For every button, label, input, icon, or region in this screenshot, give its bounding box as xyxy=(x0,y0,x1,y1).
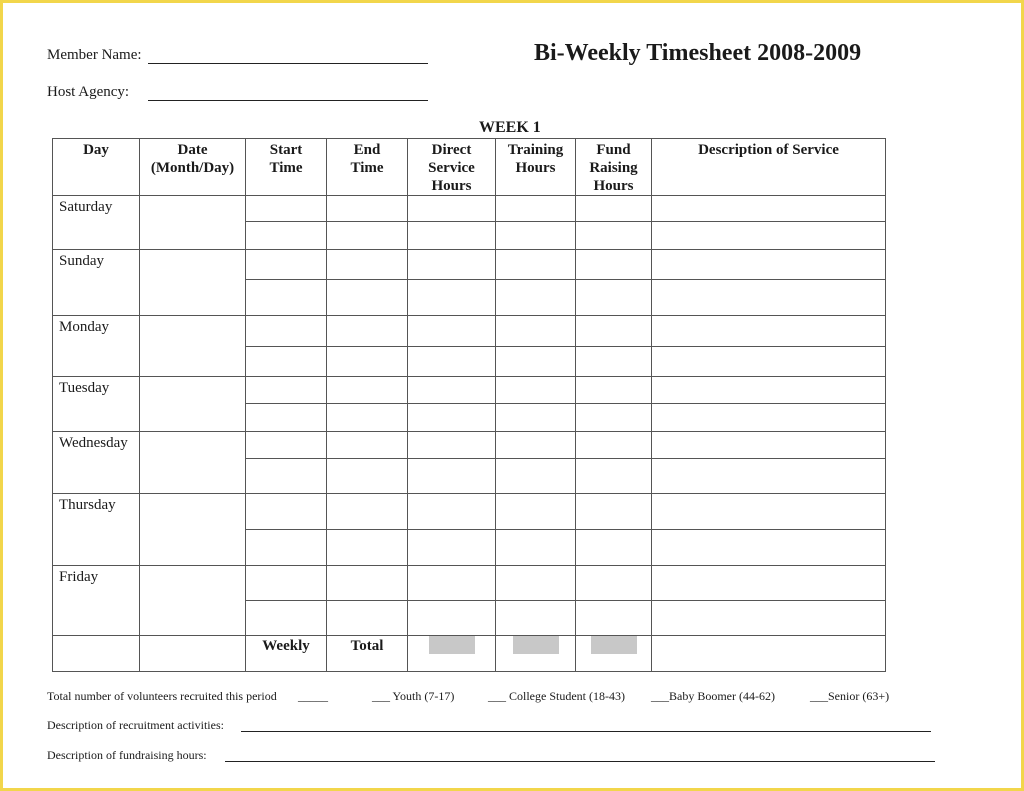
training-cell[interactable] xyxy=(496,459,576,494)
direct-service-cell[interactable] xyxy=(408,316,496,347)
training-cell[interactable] xyxy=(496,222,576,250)
start-time-cell[interactable] xyxy=(246,459,327,494)
day-label: Saturday xyxy=(53,196,140,250)
date-cell[interactable] xyxy=(140,566,246,636)
training-cell[interactable] xyxy=(496,530,576,566)
total-row-day-cell xyxy=(53,636,140,672)
date-cell[interactable] xyxy=(140,250,246,316)
direct-service-cell[interactable] xyxy=(408,196,496,222)
training-cell[interactable] xyxy=(496,280,576,316)
fund-raising-total-cell[interactable] xyxy=(576,636,652,672)
description-cell[interactable] xyxy=(652,222,886,250)
col-header-day: Day xyxy=(53,139,140,196)
day-label: Monday xyxy=(53,316,140,377)
recruitment-field[interactable] xyxy=(241,731,931,732)
description-cell[interactable] xyxy=(652,250,886,280)
start-time-cell[interactable] xyxy=(246,250,327,280)
end-time-cell[interactable] xyxy=(327,530,408,566)
total-shaded-box xyxy=(513,636,559,654)
direct-service-cell[interactable] xyxy=(408,530,496,566)
end-time-cell[interactable] xyxy=(327,494,408,530)
total-shaded-box xyxy=(591,636,637,654)
training-cell[interactable] xyxy=(496,377,576,404)
member-name-field[interactable] xyxy=(148,63,428,64)
end-time-cell[interactable] xyxy=(327,459,408,494)
date-cell[interactable] xyxy=(140,196,246,250)
host-agency-field[interactable] xyxy=(148,100,428,101)
week-label: WEEK 1 xyxy=(479,119,541,136)
col-header-start-time: Start Time xyxy=(246,139,327,196)
fundraising-label: Description of fundraising hours: xyxy=(47,748,207,762)
baby-boomer-option[interactable]: ___Baby Boomer (44-62) xyxy=(651,689,775,703)
description-cell[interactable] xyxy=(652,459,886,494)
weekly-total-row xyxy=(53,636,886,672)
start-time-cell[interactable] xyxy=(246,601,327,636)
volunteers-label: Total number of volunteers recruited this period xyxy=(47,689,277,703)
day-label: Sunday xyxy=(53,250,140,316)
col-header-direct-service: Direct Service Hours xyxy=(408,139,496,196)
direct-service-cell[interactable] xyxy=(408,280,496,316)
end-time-cell[interactable] xyxy=(327,377,408,404)
start-time-cell[interactable] xyxy=(246,432,327,459)
direct-service-cell[interactable] xyxy=(408,377,496,404)
weekly-label: Weekly xyxy=(246,636,327,672)
col-header-training: Training Hours xyxy=(496,139,576,196)
recruitment-label: Description of recruitment activities: xyxy=(47,718,224,732)
fund-raising-cell[interactable] xyxy=(576,250,652,280)
training-cell[interactable] xyxy=(496,432,576,459)
fund-raising-cell[interactable] xyxy=(576,347,652,377)
description-total-cell xyxy=(652,636,886,672)
description-cell[interactable] xyxy=(652,494,886,530)
start-time-cell[interactable] xyxy=(246,280,327,316)
date-cell[interactable] xyxy=(140,377,246,432)
start-time-cell[interactable] xyxy=(246,377,327,404)
table-row xyxy=(53,377,886,404)
fund-raising-cell[interactable] xyxy=(576,530,652,566)
college-option[interactable]: ___ College Student (18-43) xyxy=(488,689,625,703)
start-time-cell[interactable] xyxy=(246,404,327,432)
direct-service-cell[interactable] xyxy=(408,601,496,636)
direct-service-cell[interactable] xyxy=(408,566,496,601)
fund-raising-cell[interactable] xyxy=(576,316,652,347)
table-row xyxy=(53,432,886,459)
day-label: Tuesday xyxy=(53,377,140,432)
youth-option[interactable]: ___ Youth (7-17) xyxy=(372,689,455,703)
end-time-cell[interactable] xyxy=(327,404,408,432)
day-label: Thursday xyxy=(53,494,140,566)
date-cell[interactable] xyxy=(140,316,246,377)
training-cell[interactable] xyxy=(496,494,576,530)
table-row xyxy=(53,494,886,530)
fund-raising-cell[interactable] xyxy=(576,494,652,530)
table-row xyxy=(53,316,886,347)
fund-raising-cell[interactable] xyxy=(576,566,652,601)
host-agency-label: Host Agency: xyxy=(47,84,130,100)
training-cell[interactable] xyxy=(496,566,576,601)
senior-option[interactable]: ___Senior (63+) xyxy=(810,689,890,703)
description-cell[interactable] xyxy=(652,347,886,377)
training-cell[interactable] xyxy=(496,316,576,347)
fund-raising-cell[interactable] xyxy=(576,432,652,459)
fund-raising-cell[interactable] xyxy=(576,280,652,316)
description-cell[interactable] xyxy=(652,566,886,601)
description-cell[interactable] xyxy=(652,196,886,222)
col-header-description: Description of Service xyxy=(652,139,886,196)
col-header-date: Date (Month/Day) xyxy=(140,139,246,196)
timesheet-table xyxy=(52,138,886,672)
training-total-cell[interactable] xyxy=(496,636,576,672)
description-cell[interactable] xyxy=(652,404,886,432)
day-label: Wednesday xyxy=(53,432,140,494)
end-time-cell[interactable] xyxy=(327,250,408,280)
table-row xyxy=(53,196,886,222)
fund-raising-cell[interactable] xyxy=(576,601,652,636)
page-title: Bi-Weekly Timesheet 2008-2009 xyxy=(534,40,862,66)
fund-raising-cell[interactable] xyxy=(576,459,652,494)
direct-service-total-cell[interactable] xyxy=(408,636,496,672)
total-row-date-cell xyxy=(140,636,246,672)
end-time-cell[interactable] xyxy=(327,601,408,636)
description-cell[interactable] xyxy=(652,601,886,636)
training-cell[interactable] xyxy=(496,347,576,377)
direct-service-cell[interactable] xyxy=(408,222,496,250)
start-time-cell[interactable] xyxy=(246,196,327,222)
end-time-cell[interactable] xyxy=(327,196,408,222)
description-cell[interactable] xyxy=(652,530,886,566)
end-time-cell[interactable] xyxy=(327,316,408,347)
direct-service-cell[interactable] xyxy=(408,347,496,377)
description-cell[interactable] xyxy=(652,377,886,404)
description-cell[interactable] xyxy=(652,432,886,459)
description-cell[interactable] xyxy=(652,316,886,347)
direct-service-cell[interactable] xyxy=(408,494,496,530)
end-time-cell[interactable] xyxy=(327,566,408,601)
start-time-cell[interactable] xyxy=(246,347,327,377)
col-header-end-time: End Time xyxy=(327,139,408,196)
end-time-cell[interactable] xyxy=(327,432,408,459)
table-row xyxy=(53,250,886,280)
training-cell[interactable] xyxy=(496,601,576,636)
member-name-label: Member Name: xyxy=(47,47,142,63)
training-cell[interactable] xyxy=(496,404,576,432)
table-row xyxy=(53,566,886,601)
volunteers-count-field[interactable]: _____ xyxy=(298,689,328,703)
day-label: Friday xyxy=(53,566,140,636)
training-cell[interactable] xyxy=(496,250,576,280)
fund-raising-cell[interactable] xyxy=(576,222,652,250)
fund-raising-cell[interactable] xyxy=(576,196,652,222)
header-row xyxy=(53,139,886,196)
start-time-cell[interactable] xyxy=(246,494,327,530)
direct-service-cell[interactable] xyxy=(408,459,496,494)
date-cell[interactable] xyxy=(140,432,246,494)
fund-raising-cell[interactable] xyxy=(576,377,652,404)
col-header-fund-raising: Fund Raising Hours xyxy=(576,139,652,196)
start-time-cell[interactable] xyxy=(246,222,327,250)
start-time-cell[interactable] xyxy=(246,316,327,347)
end-time-cell[interactable] xyxy=(327,222,408,250)
direct-service-cell[interactable] xyxy=(408,250,496,280)
training-cell[interactable] xyxy=(496,196,576,222)
total-label: Total xyxy=(327,636,408,672)
end-time-cell[interactable] xyxy=(327,347,408,377)
end-time-cell[interactable] xyxy=(327,280,408,316)
date-cell[interactable] xyxy=(140,494,246,566)
fund-raising-cell[interactable] xyxy=(576,404,652,432)
direct-service-cell[interactable] xyxy=(408,404,496,432)
fundraising-field[interactable] xyxy=(225,761,935,762)
start-time-cell[interactable] xyxy=(246,566,327,601)
total-shaded-box xyxy=(429,636,475,654)
description-cell[interactable] xyxy=(652,280,886,316)
start-time-cell[interactable] xyxy=(246,530,327,566)
direct-service-cell[interactable] xyxy=(408,432,496,459)
